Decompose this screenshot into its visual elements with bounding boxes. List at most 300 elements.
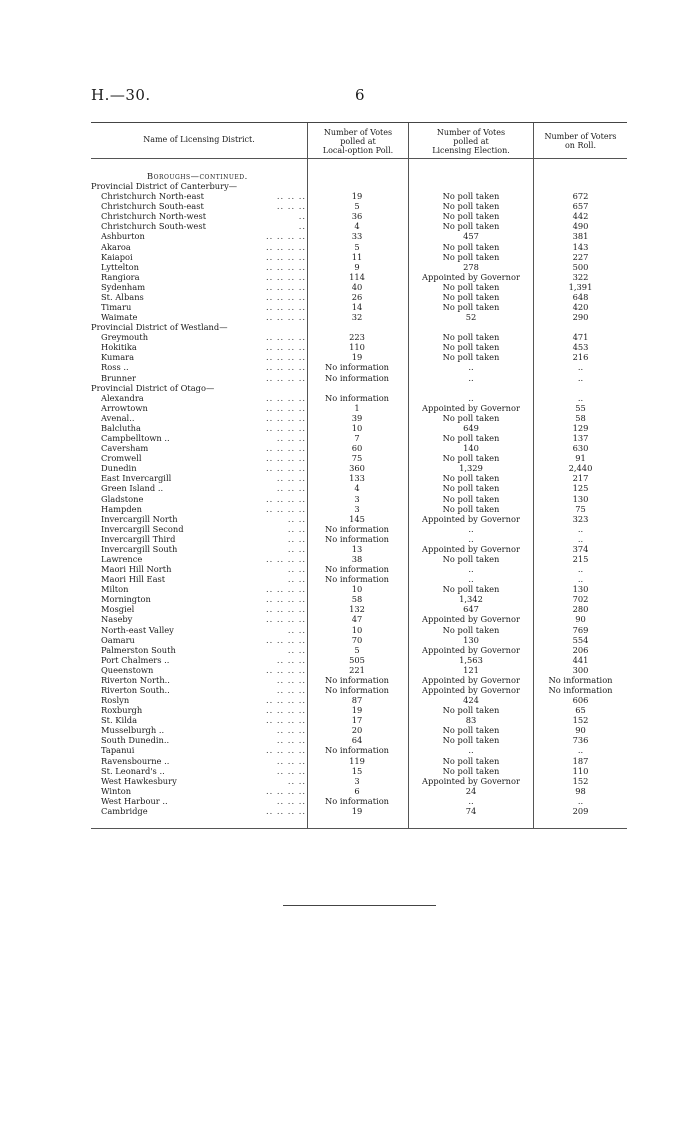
licensing-votes: 457 <box>463 231 479 242</box>
table-row <box>91 383 627 393</box>
district-name: Balclutha <box>101 422 141 433</box>
voters-on-roll: 137 <box>572 433 589 444</box>
table-row <box>91 594 627 604</box>
table-row <box>91 584 627 594</box>
table-row <box>91 221 627 231</box>
voters-on-roll: 322 <box>572 271 589 282</box>
district-name: St. Leonard's .. <box>101 765 165 776</box>
voters-on-roll: 206 <box>572 644 589 655</box>
district-name: Avenal.. <box>101 412 135 423</box>
licensing-votes: No poll taken <box>442 241 500 252</box>
table-row <box>91 433 627 443</box>
local-option-votes: 1 <box>354 402 360 413</box>
district-name: Akaroa <box>101 241 131 252</box>
licensing-votes: .. <box>468 372 474 383</box>
local-option-votes: 39 <box>351 412 363 423</box>
local-option-votes: No information <box>324 574 390 585</box>
table-row <box>91 413 627 423</box>
local-option-votes: No information <box>324 533 390 544</box>
district-name: Oamaru <box>101 634 135 645</box>
district-name: West Harbour .. <box>101 795 168 806</box>
voters-on-roll: .. <box>577 392 584 403</box>
table-row <box>91 735 627 745</box>
local-option-votes: No information <box>324 564 390 575</box>
district-name: Green Island .. <box>101 483 164 494</box>
leader-dots: .. .. .. <box>276 735 306 746</box>
licensing-votes: No poll taken <box>442 553 500 564</box>
local-option-votes: No information <box>324 795 390 806</box>
leader-dots: .. .. .. .. <box>265 634 306 645</box>
leader-dots: .. .. .. <box>276 654 306 665</box>
leader-dots: .. .. .. .. <box>265 392 306 403</box>
leader-dots: .. .. .. .. <box>265 312 306 323</box>
leader-dots: .. .. .. .. <box>265 503 306 514</box>
local-option-votes: 17 <box>351 715 363 726</box>
voters-on-roll: 215 <box>572 553 589 564</box>
voters-on-roll: .. <box>577 533 584 544</box>
voters-on-roll: 453 <box>572 342 589 353</box>
table-row <box>91 352 627 362</box>
voters-on-roll: .. <box>577 564 584 575</box>
local-option-votes: 7 <box>354 433 360 444</box>
district-name: St. Kilda <box>101 715 138 726</box>
table-row <box>91 494 627 504</box>
table-row <box>91 544 627 554</box>
table-row <box>91 534 627 544</box>
district-name: Greymouth <box>101 332 149 343</box>
voters-on-roll: .. <box>577 795 584 806</box>
local-option-votes: 40 <box>351 281 363 292</box>
voters-on-roll: .. <box>577 745 584 756</box>
licensing-votes: No poll taken <box>442 705 500 716</box>
district-name: Cambridge <box>101 805 148 816</box>
leader-dots: .. .. .. .. <box>265 422 306 433</box>
local-option-votes: 20 <box>351 725 363 736</box>
district-name: Maori Hill North <box>101 564 172 575</box>
voters-on-roll: 90 <box>575 614 586 625</box>
district-name: Ross .. <box>101 362 129 373</box>
licensing-votes: .. <box>468 362 474 373</box>
leader-dots: .. .. .. <box>276 684 306 695</box>
licensing-votes: 278 <box>463 261 479 272</box>
leader-dots: .. .. <box>287 513 306 524</box>
district-name: Christchurch South-west <box>101 221 206 232</box>
column-header-licensing <box>409 128 533 155</box>
district-name: Christchurch North-west <box>101 211 207 222</box>
local-option-votes: No information <box>324 392 390 403</box>
local-option-votes: 6 <box>354 785 360 796</box>
district-name: Port Chalmers .. <box>101 654 170 665</box>
local-option-votes: 5 <box>354 201 360 212</box>
licensing-votes: Appointed by Governor <box>422 614 520 625</box>
voters-on-roll: 702 <box>572 594 589 605</box>
leader-dots: .. .. .. .. <box>265 302 306 313</box>
licensing-votes: 121 <box>463 664 479 675</box>
leader-dots: .. .. <box>287 523 306 534</box>
local-option-votes: 19 <box>351 191 363 202</box>
local-option-votes: 19 <box>351 352 363 363</box>
leader-dots: .. .. .. .. <box>265 241 306 252</box>
local-option-votes: 10 <box>351 624 363 635</box>
district-name: Naseby <box>101 614 133 625</box>
district-name: Waimate <box>101 312 138 323</box>
table-row <box>91 282 627 292</box>
licensing-votes: 130 <box>463 634 479 645</box>
licensing-votes: No poll taken <box>442 473 500 484</box>
voters-on-roll: 441 <box>572 654 589 665</box>
district-name: Timaru <box>101 302 132 313</box>
leader-dots: .. .. .. .. <box>265 715 306 726</box>
local-option-votes: 26 <box>351 291 363 302</box>
district-name: Rangiora <box>101 271 140 282</box>
local-option-votes: 70 <box>351 634 363 645</box>
table-row <box>91 695 627 705</box>
local-option-votes: 10 <box>351 584 363 595</box>
table-row <box>91 756 627 766</box>
table-row <box>91 473 627 483</box>
voters-on-roll: 65 <box>575 705 586 716</box>
leader-dots: .. .. .. .. <box>265 261 306 272</box>
licensing-votes: No poll taken <box>442 755 500 766</box>
leader-dots: .. .. <box>287 775 306 786</box>
footer-rule <box>283 905 436 906</box>
table-row <box>91 231 627 241</box>
table-row <box>91 332 627 342</box>
licensing-votes: No poll taken <box>442 725 500 736</box>
voters-on-roll: 300 <box>572 664 589 675</box>
licensing-votes: No poll taken <box>442 352 500 363</box>
district-name: Hampden <box>101 503 142 514</box>
licensing-votes: No poll taken <box>442 433 500 444</box>
local-option-votes: 145 <box>349 513 365 524</box>
table-row <box>91 373 627 383</box>
licensing-votes: 647 <box>463 604 479 615</box>
table-row <box>91 806 627 816</box>
district-name: Invercargill South <box>101 543 178 554</box>
leader-dots: .. .. .. <box>276 191 306 202</box>
voters-on-roll: 110 <box>572 765 589 776</box>
licensing-votes: .. <box>468 564 474 575</box>
voters-on-roll: 152 <box>572 715 589 726</box>
licensing-votes: 52 <box>465 312 477 323</box>
leader-dots: .. .. .. .. <box>265 695 306 706</box>
voters-on-roll: .. <box>577 362 584 373</box>
licensing-votes: Appointed by Governor <box>422 684 520 695</box>
voters-on-roll: 187 <box>572 755 589 766</box>
table-row <box>91 514 627 524</box>
voters-on-roll: 130 <box>572 493 589 504</box>
leader-dots: .. .. .. .. <box>265 553 306 564</box>
local-option-votes: 4 <box>354 483 360 494</box>
table-row <box>91 171 627 181</box>
leader-dots: .. .. .. .. <box>265 362 306 373</box>
voters-on-roll: 209 <box>572 805 589 816</box>
licensing-table <box>91 123 627 828</box>
leader-dots: .. .. .. .. <box>265 251 306 262</box>
leader-dots: .. .. <box>287 533 306 544</box>
licensing-votes: No poll taken <box>442 342 500 353</box>
province-heading: Provincial District of Westland— <box>91 322 228 333</box>
leader-dots: .. .. <box>287 624 306 635</box>
voters-on-roll: 58 <box>575 412 586 423</box>
licensing-votes: Appointed by Governor <box>422 543 520 554</box>
leader-dots: .. .. .. .. <box>265 805 306 816</box>
table-row <box>91 252 627 262</box>
table-row <box>91 463 627 473</box>
header-line: polled at <box>453 137 489 146</box>
table-row <box>91 635 627 645</box>
licensing-votes: 140 <box>463 443 479 454</box>
table-row <box>91 312 627 322</box>
local-option-votes: 13 <box>351 543 363 554</box>
district-name: Alexandra <box>101 392 144 403</box>
licensing-votes: .. <box>468 523 474 534</box>
leader-dots: .. .. .. .. <box>265 785 306 796</box>
leader-dots: .. .. <box>287 564 306 575</box>
local-option-votes: 15 <box>351 765 363 776</box>
licensing-votes: No poll taken <box>442 765 500 776</box>
local-option-votes: No information <box>324 372 390 383</box>
district-name: Queenstown <box>101 664 154 675</box>
licensing-votes: No poll taken <box>442 332 500 343</box>
district-name: Mornington <box>101 594 151 605</box>
table-row <box>91 262 627 272</box>
table-row <box>91 766 627 776</box>
district-name: Riverton North.. <box>101 674 170 685</box>
licensing-votes: No poll taken <box>442 493 500 504</box>
table-row <box>91 211 627 221</box>
local-option-votes: 221 <box>349 664 365 675</box>
column-header-roll <box>534 132 627 150</box>
district-name: St. Albans <box>101 291 144 302</box>
voters-on-roll: 290 <box>572 312 589 323</box>
local-option-votes: No information <box>324 362 390 373</box>
leader-dots: .. <box>298 211 306 222</box>
leader-dots: .. .. .. .. <box>265 584 306 595</box>
leader-dots: .. .. .. .. <box>265 231 306 242</box>
leader-dots: .. .. .. <box>276 483 306 494</box>
local-option-votes: No information <box>324 684 390 695</box>
voters-on-roll: 75 <box>575 503 586 514</box>
licensing-votes: .. <box>468 533 474 544</box>
voters-on-roll: .. <box>577 372 584 383</box>
district-name: East Invercargill <box>101 473 172 484</box>
licensing-votes: 649 <box>463 422 479 433</box>
table-row <box>91 776 627 786</box>
licensing-votes: Appointed by Governor <box>422 402 520 413</box>
licensing-votes: .. <box>468 795 474 806</box>
voters-on-roll: 648 <box>572 291 589 302</box>
page-number: 6 <box>355 86 365 104</box>
local-option-votes: 19 <box>351 705 363 716</box>
district-name: Lyttelton <box>101 261 139 272</box>
local-option-votes: 133 <box>349 473 365 484</box>
licensing-votes: Appointed by Governor <box>422 674 520 685</box>
table-row <box>91 725 627 735</box>
table-row <box>91 745 627 755</box>
local-option-votes: 33 <box>351 231 363 242</box>
table-row <box>91 786 627 796</box>
table-row <box>91 564 627 574</box>
local-option-votes: 505 <box>349 654 365 665</box>
district-name: Riverton South.. <box>101 684 170 695</box>
leader-dots: .. .. .. .. <box>265 604 306 615</box>
local-option-votes: 38 <box>351 553 363 564</box>
district-name: Brunner <box>101 372 136 383</box>
licensing-votes: 1,342 <box>459 594 483 605</box>
district-name: Hokitika <box>101 342 137 353</box>
voters-on-roll: 90 <box>575 725 586 736</box>
leader-dots: .. .. .. .. <box>265 412 306 423</box>
header-rule <box>91 158 627 159</box>
leader-dots: .. .. <box>287 574 306 585</box>
leader-dots: .. .. <box>287 543 306 554</box>
table-row <box>91 524 627 534</box>
licensing-votes: .. <box>468 392 474 403</box>
leader-dots: .. .. <box>287 644 306 655</box>
leader-dots: .. <box>298 221 306 232</box>
district-name: Lawrence <box>101 553 143 564</box>
header-line: on Roll. <box>564 141 596 150</box>
licensing-votes: 83 <box>465 715 477 726</box>
leader-dots: .. .. .. .. <box>265 372 306 383</box>
district-name: Tapanui <box>101 745 135 756</box>
voters-on-roll: 490 <box>572 221 589 232</box>
district-name: Roxburgh <box>101 705 143 716</box>
local-option-votes: 10 <box>351 422 363 433</box>
voters-on-roll: 143 <box>572 241 589 252</box>
table-row <box>91 322 627 332</box>
section-heading: Boroughs—continued. <box>147 171 248 181</box>
voters-on-roll: 381 <box>572 231 589 242</box>
district-name: Invercargill North <box>101 513 178 524</box>
table-row <box>91 685 627 695</box>
leader-dots: .. .. .. <box>276 755 306 766</box>
voters-on-roll: 630 <box>572 443 589 454</box>
local-option-votes: 11 <box>351 251 363 262</box>
district-name: Ravensbourne .. <box>101 755 170 766</box>
leader-dots: .. .. .. .. <box>265 291 306 302</box>
voters-on-roll: 769 <box>572 624 589 635</box>
voters-on-roll: 91 <box>575 453 586 464</box>
leader-dots: .. .. .. .. <box>265 493 306 504</box>
district-name: Milton <box>101 584 129 595</box>
table-row <box>91 604 627 614</box>
table-row <box>91 453 627 463</box>
district-name: Christchurch North-east <box>101 191 204 202</box>
voters-on-roll: 55 <box>575 402 586 413</box>
voters-on-roll: No information <box>548 674 613 685</box>
leader-dots: .. .. .. .. <box>265 664 306 675</box>
local-option-votes: 4 <box>354 221 360 232</box>
voters-on-roll: 606 <box>572 695 589 706</box>
table-row <box>91 292 627 302</box>
table-row <box>91 554 627 564</box>
voters-on-roll: 420 <box>572 302 589 313</box>
local-option-votes: 3 <box>354 493 360 504</box>
district-name: Gladstone <box>101 493 144 504</box>
voters-on-roll: 500 <box>572 261 589 272</box>
licensing-votes: No poll taken <box>442 624 500 635</box>
district-name: Sydenham <box>101 281 146 292</box>
leader-dots: .. .. .. .. <box>265 594 306 605</box>
document-reference: H.—30. <box>91 86 151 104</box>
local-option-votes: 114 <box>349 271 365 282</box>
licensing-votes: No poll taken <box>442 735 500 746</box>
table-row <box>91 504 627 514</box>
district-name: Ashburton <box>101 231 145 242</box>
licensing-votes: 1,329 <box>459 463 483 474</box>
column-header-district: Name of Licensing District. <box>143 135 255 144</box>
district-name: Palmerston South <box>101 644 176 655</box>
province-heading: Provincial District of Canterbury— <box>91 181 238 192</box>
table-row <box>91 614 627 624</box>
licensing-votes: Appointed by Governor <box>422 513 520 524</box>
voters-on-roll: 217 <box>572 473 589 484</box>
voters-on-roll: 323 <box>572 513 589 524</box>
licensing-votes: No poll taken <box>442 191 500 202</box>
licensing-votes: No poll taken <box>442 281 500 292</box>
header-line: Licensing Election. <box>432 146 510 155</box>
table-row <box>91 625 627 635</box>
voters-on-roll: 227 <box>572 251 589 262</box>
local-option-votes: 5 <box>354 644 360 655</box>
licensing-votes: No poll taken <box>442 453 500 464</box>
licensing-votes: No poll taken <box>442 201 500 212</box>
local-option-votes: 5 <box>354 241 360 252</box>
table-row <box>91 645 627 655</box>
licensing-votes: .. <box>468 574 474 585</box>
leader-dots: .. .. .. .. <box>265 271 306 282</box>
local-option-votes: No information <box>324 674 390 685</box>
bottom-rule <box>91 828 627 829</box>
table-row <box>91 342 627 352</box>
leader-dots: .. .. .. .. <box>265 453 306 464</box>
table-row <box>91 655 627 665</box>
voters-on-roll: 2,440 <box>568 463 593 474</box>
licensing-votes: No poll taken <box>442 251 500 262</box>
leader-dots: .. .. .. <box>276 201 306 212</box>
header-line: Number of Votes <box>436 128 506 137</box>
table-row <box>91 715 627 725</box>
table-row <box>91 191 627 201</box>
district-name: Cromwell <box>101 453 142 464</box>
licensing-votes: Appointed by Governor <box>422 775 520 786</box>
local-option-votes: 87 <box>351 695 363 706</box>
licensing-votes: 74 <box>465 805 477 816</box>
column-header-local-option <box>308 128 408 155</box>
leader-dots: .. .. .. .. <box>265 332 306 343</box>
licensing-votes: No poll taken <box>442 291 500 302</box>
licensing-votes: No poll taken <box>442 412 500 423</box>
local-option-votes: 36 <box>351 211 363 222</box>
voters-on-roll: 129 <box>572 422 589 433</box>
licensing-votes: Appointed by Governor <box>422 644 520 655</box>
header-line: Number of Votes <box>323 128 393 137</box>
voters-on-roll: 216 <box>572 352 589 363</box>
voters-on-roll: 1,391 <box>568 281 593 292</box>
licensing-votes: No poll taken <box>442 584 500 595</box>
table-row <box>91 796 627 806</box>
licensing-votes: 24 <box>465 785 477 796</box>
district-name: Kaiapoi <box>101 251 133 262</box>
leader-dots: .. .. .. .. <box>265 463 306 474</box>
licensing-votes: No poll taken <box>442 221 500 232</box>
table-row <box>91 574 627 584</box>
local-option-votes: 60 <box>351 443 363 454</box>
leader-dots: .. .. .. <box>276 795 306 806</box>
licensing-votes: No poll taken <box>442 302 500 313</box>
